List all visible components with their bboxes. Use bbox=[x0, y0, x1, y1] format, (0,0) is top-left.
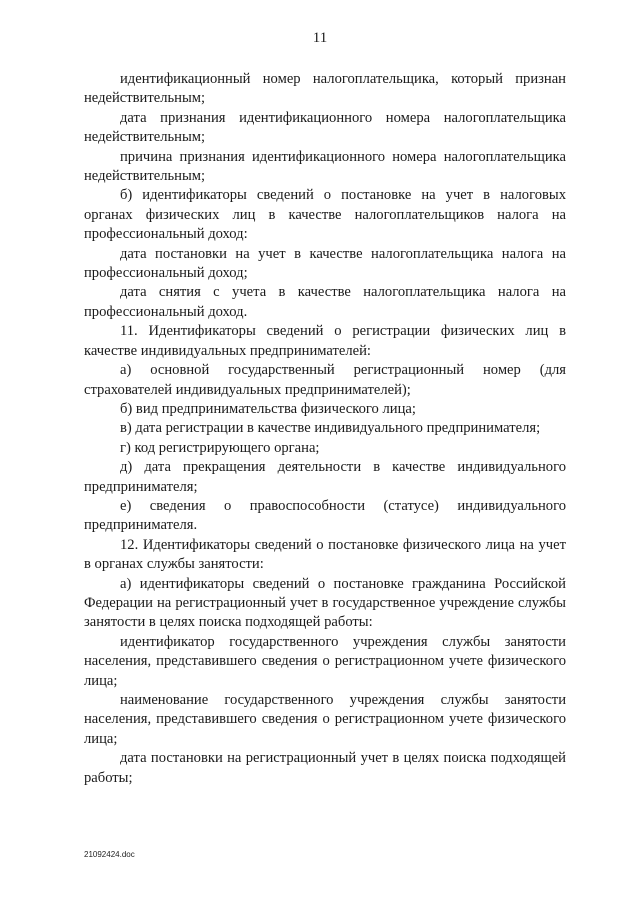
paragraph: наименование государственного учреждения службы занятости населения, представившего сведения о регистрационном учете физического лица; bbox=[84, 692, 566, 747]
paragraph: б) идентификаторы сведений о постановке на учет в налоговых органах физических лиц в качестве налогоплательщиков налога на профессиональный доход: bbox=[84, 187, 566, 243]
footer-filename: 21092424.doc bbox=[84, 850, 135, 859]
paragraph: в) дата регистрации в качестве индивидуального предпринимателя; bbox=[120, 420, 541, 437]
paragraph: е) сведения о правоспособности (статусе) индивидуального предпринимателя. bbox=[84, 497, 566, 534]
paragraph: дата признания идентификационного номера налогоплательщика недействительным; bbox=[84, 109, 566, 146]
paragraph: идентификационный номер налогоплательщика, который признан недействительным; bbox=[84, 71, 566, 107]
paragraph: г) код регистрирующего органа; bbox=[120, 439, 320, 456]
section-heading: 12. Идентификаторы сведений о постановке физического лица на учет в органах службы занятости: bbox=[84, 536, 566, 573]
paragraph: б) вид предпринимательства физического лица; bbox=[120, 400, 416, 417]
paragraph: а) идентификаторы сведений о постановке гражданина Российской Федерации на регистрационный учет в государственное учреждение службы занятости в целях поиска подходящей работы: bbox=[84, 575, 566, 631]
paragraph: дата постановки на регистрационный учет в целях поиска подходящей работы; bbox=[84, 750, 566, 786]
section-heading: 11. Идентификаторы сведений о регистрации физических лиц в качестве индивидуальных предпринимателей: bbox=[84, 323, 566, 359]
paragraph: дата снятия с учета в качестве налогоплательщика налога на профессиональный доход. bbox=[84, 284, 566, 320]
paragraph: идентификатор государственного учреждения службы занятости населения, представившего сведения о регистрационном учете физического лица; bbox=[84, 633, 566, 689]
page-number: 11 bbox=[312, 30, 328, 46]
document-body bbox=[84, 70, 566, 788]
paragraph: д) дата прекращения деятельности в качестве индивидуального предпринимателя; bbox=[84, 459, 566, 495]
paragraph: а) основной государственный регистрационный номер (для страхователей индивидуальных предпринимателей); bbox=[84, 362, 566, 398]
paragraph: причина признания идентификационного номера налогоплательщика недействительным; bbox=[84, 148, 566, 185]
paragraph: дата постановки на учет в качестве налогоплательщика налога на профессиональный доход; bbox=[84, 245, 566, 282]
